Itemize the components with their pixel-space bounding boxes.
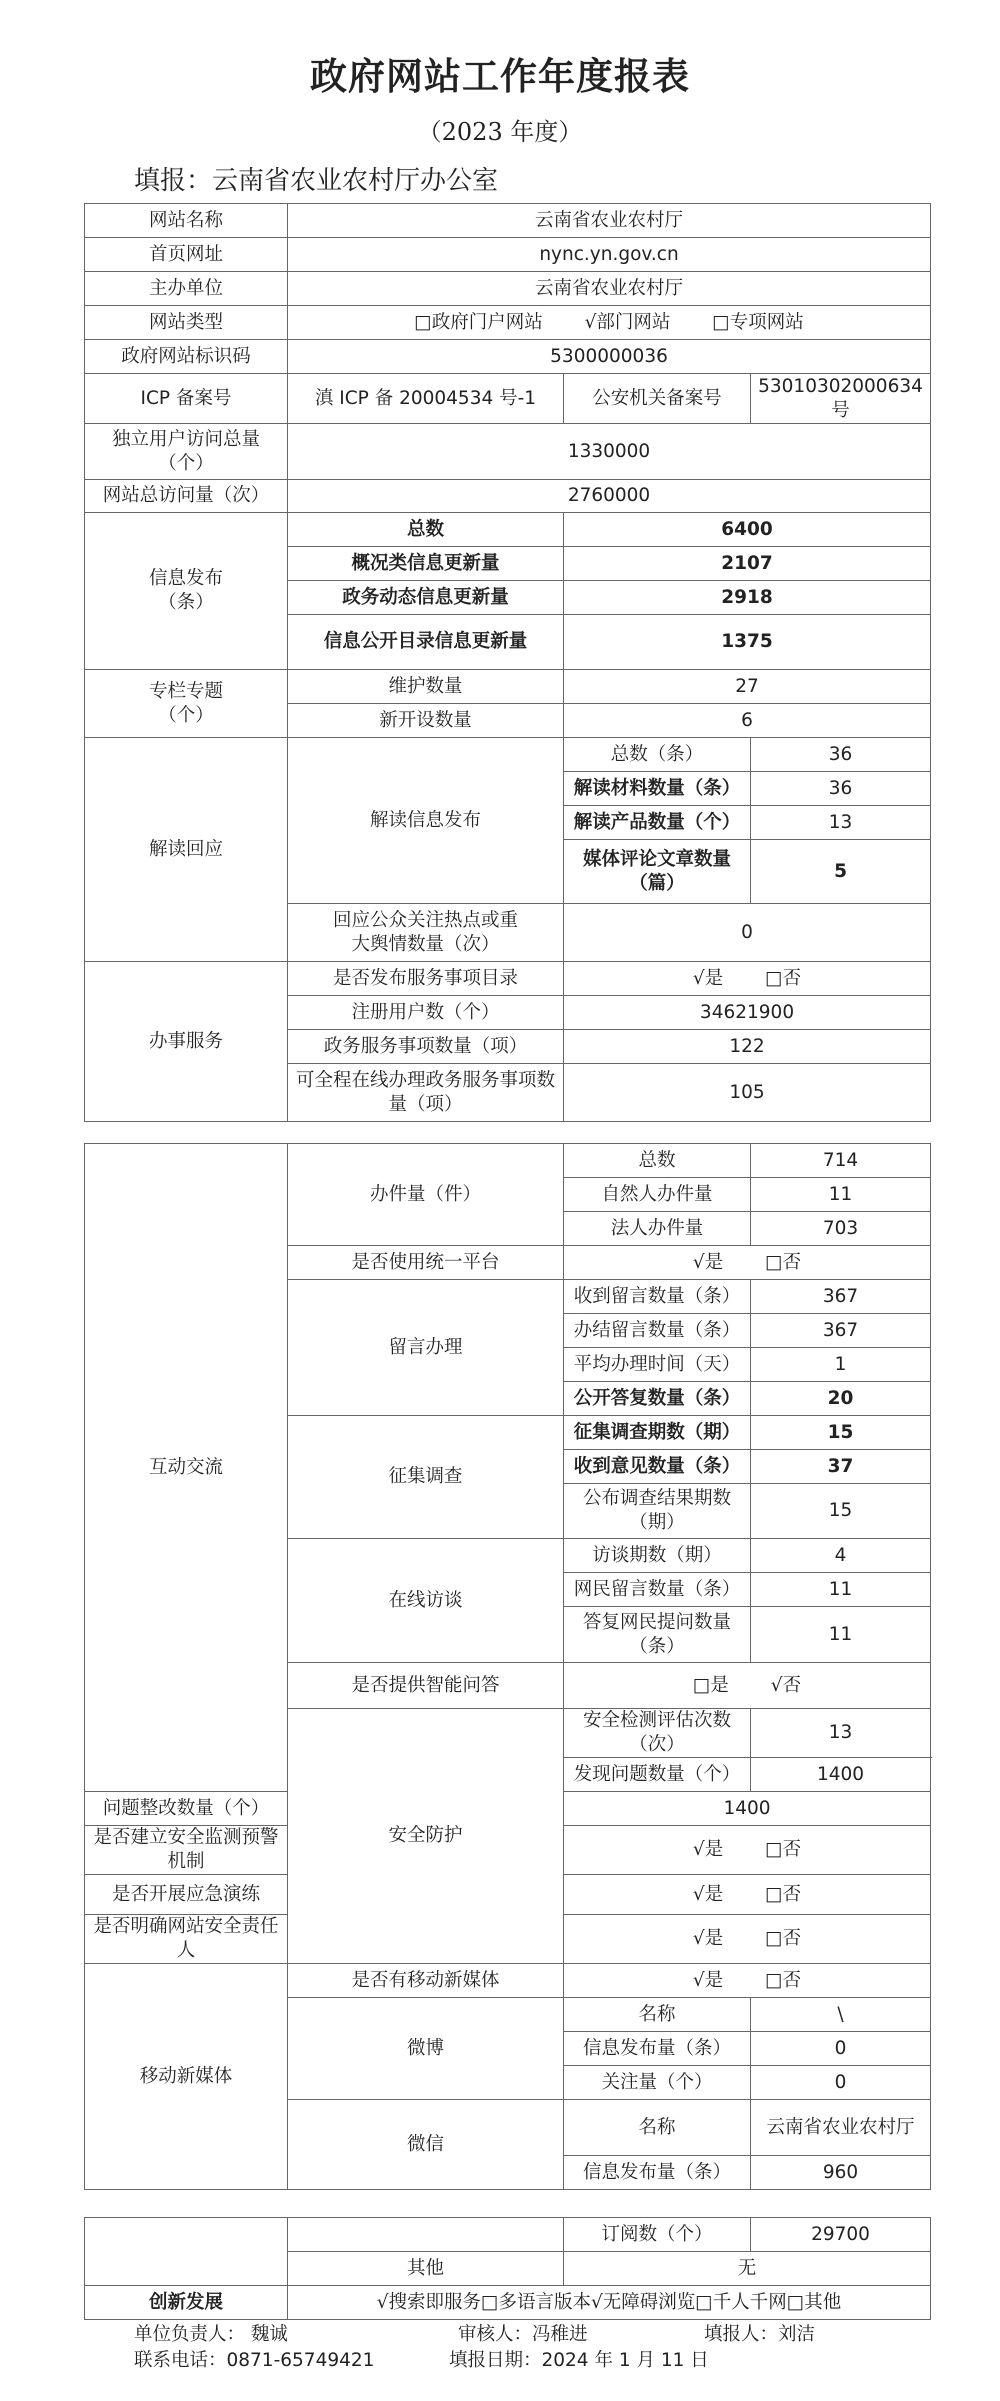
option: √否 <box>770 1674 802 1696</box>
interpret-sub-label: 解读信息发布 <box>288 738 564 904</box>
sponsor-value: 云南省农业农村厅 <box>288 272 931 306</box>
option: √是 <box>692 967 724 989</box>
weibo-row-label: 名称 <box>564 1998 751 2032</box>
security-person-label: 是否明确网站安全责任人 <box>85 1915 288 1964</box>
weibo-row-label: 关注量（个） <box>564 2066 751 2100</box>
message-label: 留言办理 <box>288 1280 564 1416</box>
wechat-row-label: 信息发布量（条） <box>564 2156 751 2190</box>
security-check-value: 13 <box>751 1709 931 1758</box>
site-type-option: √部门网站 <box>584 311 671 333</box>
site-type-option: □政府门户网站 <box>414 311 543 333</box>
interpret-row-value: 5 <box>751 840 931 904</box>
report-table-extra <box>84 2217 931 2320</box>
interview-label: 在线访谈 <box>288 1539 564 1663</box>
footer-reviewer: 审核人：冯稚进 <box>458 2324 588 2345</box>
weibo-row-value: \ <box>751 1998 931 2032</box>
option: □否 <box>765 1839 802 1860</box>
site-type-option: □专项网站 <box>712 311 804 333</box>
message-row-value: 1 <box>751 1348 931 1382</box>
survey-row-value: 37 <box>751 1450 931 1484</box>
police-value: 53010302000634号 <box>751 374 931 424</box>
smart-options <box>564 1663 931 1709</box>
service-items-label: 政务服务事项数量（项） <box>288 1030 564 1064</box>
message-row-label: 办结留言数量（条） <box>564 1314 751 1348</box>
response-label: 回应公众关注热点或重大舆情数量（次） <box>288 904 564 962</box>
service-online-value: 105 <box>564 1064 931 1122</box>
info-row-value: 2107 <box>564 547 931 581</box>
smart-label: 是否提供智能问答 <box>288 1663 564 1709</box>
info-section-label: 信息发布（条） <box>85 513 288 670</box>
interview-row-value: 11 <box>751 1607 931 1663</box>
security-fixed-value: 1400 <box>564 1792 931 1826</box>
security-found-value: 1400 <box>751 1758 931 1792</box>
info-row-value: 2918 <box>564 581 931 615</box>
service-users-label: 注册用户数（个） <box>288 996 564 1030</box>
interview-row-value: 11 <box>751 1573 931 1607</box>
survey-label: 征集调查 <box>288 1416 564 1539</box>
message-row-value: 20 <box>751 1382 931 1416</box>
service-section-label: 办事服务 <box>85 962 288 1122</box>
other-label: 其他 <box>288 2252 564 2286</box>
info-row-label: 概况类信息更新量 <box>288 547 564 581</box>
option: □否 <box>765 1251 802 1273</box>
media-has-label: 是否有移动新媒体 <box>288 1964 564 1998</box>
service-items-value: 122 <box>564 1030 931 1064</box>
info-row-value: 6400 <box>564 513 931 547</box>
security-monitor-options <box>564 1826 931 1875</box>
site-name-label: 网站名称 <box>85 204 288 238</box>
option: □否 <box>765 1928 802 1949</box>
interpret-row-value: 36 <box>751 772 931 806</box>
interpret-row-label: 媒体评论文章数量（篇） <box>564 840 751 904</box>
handle-row-label: 自然人办件量 <box>564 1178 751 1212</box>
innovation-value: √搜索即服务□多语言版本√无障碍浏览□千人千网□其他 <box>288 2286 931 2320</box>
wechat-label: 微信 <box>288 2100 564 2190</box>
weibo-row-label: 信息发布量（条） <box>564 2032 751 2066</box>
homepage-label: 首页网址 <box>85 238 288 272</box>
info-row-value: 1375 <box>564 615 931 670</box>
survey-row-value: 15 <box>751 1484 931 1539</box>
interview-row-label: 答复网民提问数量（条） <box>564 1607 751 1663</box>
option: □否 <box>765 1969 802 1991</box>
handle-row-label: 总数 <box>564 1144 751 1178</box>
page-title: 政府网站工作年度报表 <box>310 54 690 98</box>
interpret-row-label: 总数（条） <box>564 738 751 772</box>
subscribe-label: 订阅数（个） <box>564 2218 751 2252</box>
column-row-label: 新开设数量 <box>288 704 564 738</box>
column-row-label: 维护数量 <box>288 670 564 704</box>
weibo-label: 微博 <box>288 1998 564 2100</box>
message-row-label: 平均办理时间（天） <box>564 1348 751 1382</box>
wechat-row-label: 名称 <box>564 2100 751 2156</box>
interpret-row-value: 13 <box>751 806 931 840</box>
service-users-value: 34621900 <box>564 996 931 1030</box>
extra-blank-cell <box>288 2218 564 2252</box>
report-table-interaction <box>84 1143 931 2190</box>
interpret-row-label: 解读材料数量（条） <box>564 772 751 806</box>
info-row-label: 总数 <box>288 513 564 547</box>
media-has-options <box>564 1964 931 1998</box>
option: √是 <box>692 1839 724 1860</box>
report-table-main <box>84 203 931 1122</box>
response-value: 0 <box>564 904 931 962</box>
pv-label: 网站总访问量（次） <box>85 480 288 513</box>
column-row-value: 6 <box>564 704 931 738</box>
column-row-value: 27 <box>564 670 931 704</box>
platform-options <box>564 1246 931 1280</box>
uv-label: 独立用户访问总量（个） <box>85 424 288 480</box>
site-name-value: 云南省农业农村厅 <box>288 204 931 238</box>
site-id-label: 政府网站标识码 <box>85 340 288 374</box>
other-value: 无 <box>564 2252 931 2286</box>
interaction-section-label: 互动交流 <box>85 1144 288 1792</box>
option: √是 <box>692 1883 724 1905</box>
footer-leader: 单位负责人： 魏诚 <box>134 2324 288 2345</box>
footer-phone: 联系电话：0871-65749421 <box>134 2350 375 2371</box>
site-id-value: 5300000036 <box>288 340 931 374</box>
security-person-options <box>564 1915 931 1964</box>
weibo-row-value: 0 <box>751 2032 931 2066</box>
message-row-label: 公开答复数量（条） <box>564 1382 751 1416</box>
homepage-value: nync.yn.gov.cn <box>288 238 931 272</box>
security-fixed-label: 问题整改数量（个） <box>85 1792 288 1826</box>
sponsor-label: 主办单位 <box>85 272 288 306</box>
report-year: （2023 年度） <box>417 118 583 146</box>
uv-value: 1330000 <box>288 424 931 480</box>
security-monitor-label: 是否建立安全监测预警机制 <box>85 1826 288 1875</box>
option: √是 <box>692 1969 724 1991</box>
site-type-options <box>288 306 931 340</box>
interview-row-label: 访谈期数（期） <box>564 1539 751 1573</box>
weibo-row-value: 0 <box>751 2066 931 2100</box>
handle-row-value: 11 <box>751 1178 931 1212</box>
interview-row-value: 4 <box>751 1539 931 1573</box>
wechat-row-value: 960 <box>751 2156 931 2190</box>
security-found-label: 发现问题数量（个） <box>564 1758 751 1792</box>
handle-row-value: 703 <box>751 1212 931 1246</box>
interview-row-label: 网民留言数量（条） <box>564 1573 751 1607</box>
platform-label: 是否使用统一平台 <box>288 1246 564 1280</box>
security-section-label: 安全防护 <box>288 1709 564 1964</box>
handle-label: 办件量（件） <box>288 1144 564 1246</box>
option: □否 <box>765 1883 802 1905</box>
message-row-value: 367 <box>751 1280 931 1314</box>
police-label: 公安机关备案号 <box>564 374 751 424</box>
option: □是 <box>692 1674 729 1696</box>
handle-row-value: 714 <box>751 1144 931 1178</box>
extra-blank-cell <box>85 2218 288 2286</box>
filler-unit: 填报：云南省农业农村厅办公室 <box>134 166 499 196</box>
survey-row-label: 公布调查结果期数（期） <box>564 1484 751 1539</box>
footer-filler: 填报人：刘洁 <box>704 2324 816 2345</box>
info-row-label: 政务动态信息更新量 <box>288 581 564 615</box>
interpret-section-label: 解读回应 <box>85 738 288 962</box>
handle-row-label: 法人办件量 <box>564 1212 751 1246</box>
security-check-label: 安全检测评估次数（次） <box>564 1709 751 1758</box>
option: √是 <box>692 1928 724 1949</box>
column-section-label: 专栏专题（个） <box>85 670 288 738</box>
service-publish-label: 是否发布服务事项目录 <box>288 962 564 996</box>
security-drill-options <box>564 1875 931 1915</box>
message-row-label: 收到留言数量（条） <box>564 1280 751 1314</box>
message-row-value: 367 <box>751 1314 931 1348</box>
survey-row-value: 15 <box>751 1416 931 1450</box>
subscribe-value: 29700 <box>751 2218 931 2252</box>
interpret-row-value: 36 <box>751 738 931 772</box>
pv-value: 2760000 <box>288 480 931 513</box>
security-drill-label: 是否开展应急演练 <box>85 1875 288 1915</box>
icp-label: ICP 备案号 <box>85 374 288 424</box>
media-section-label: 移动新媒体 <box>85 1964 288 2190</box>
service-online-label: 可全程在线办理政务服务事项数量（项） <box>288 1064 564 1122</box>
survey-row-label: 征集调查期数（期） <box>564 1416 751 1450</box>
option: □否 <box>765 967 802 989</box>
survey-row-label: 收到意见数量（条） <box>564 1450 751 1484</box>
option: √是 <box>692 1251 724 1273</box>
footer-date: 填报日期：2024 年 1 月 11 日 <box>449 2350 709 2371</box>
icp-value: 滇 ICP 备 20004534 号-1 <box>288 374 564 424</box>
innovation-label: 创新发展 <box>85 2286 288 2320</box>
site-type-label: 网站类型 <box>85 306 288 340</box>
wechat-row-value: 云南省农业农村厅 <box>751 2100 931 2156</box>
interpret-row-label: 解读产品数量（个） <box>564 806 751 840</box>
info-row-label: 信息公开目录信息更新量 <box>288 615 564 670</box>
service-publish-options <box>564 962 931 996</box>
